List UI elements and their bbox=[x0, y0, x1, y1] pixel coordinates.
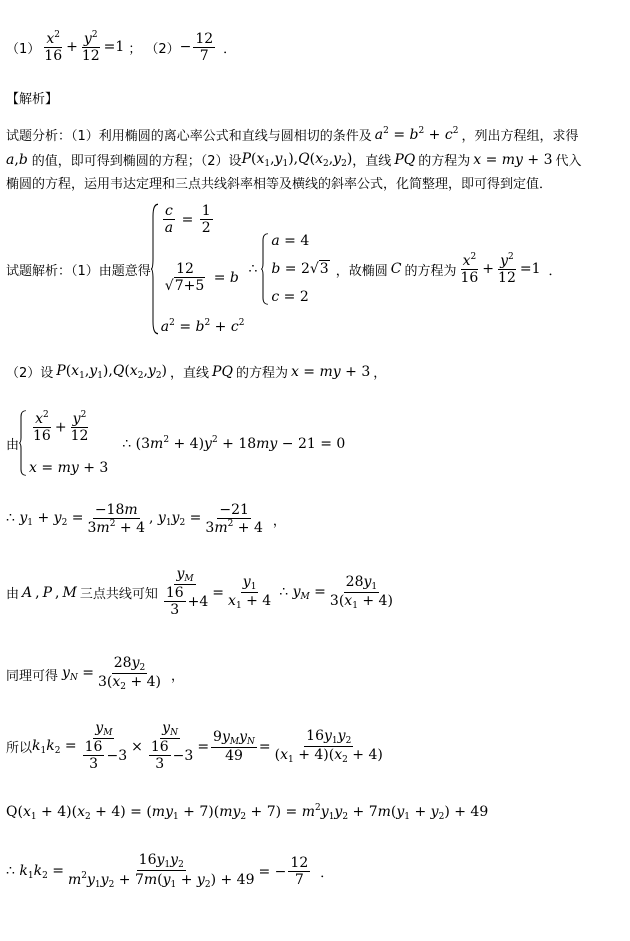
analysis-line-3: 椭圆的方程，运用韦达定理和三点共线斜率相等及横线的斜率公式，化简整理，即可得到定值． bbox=[6, 177, 553, 192]
solution-part1: 试题解析：（1）由题意得 $\frac{c}{a}$ = $\frac{1}{2}$ $\frac{12}{√7+5}$ = b $a^2 = b^2 + c^2$ ∴ a = 4 b = 2√3 c = 2 ，故椭圆 C 的方程为 $\frac{x^2}{16}$ + $\frac{y^2}{12}$ =1 ． bbox=[6, 203, 562, 335]
analysis-line-2: a , b 的值，即可得到椭圆的方程；（2）设 $P(x_1,y_1),Q(x_2,y_2)$ ，直线 PQ 的方程为 x = my + 3 代入 bbox=[6, 150, 582, 169]
y2-over-12: $\frac{y^2}{12}$ bbox=[81, 30, 100, 65]
substitution-system: 由 $\frac{x^2}{16}$ + $\frac{y^2}{12}$ x = my + 3 ∴ $(3m^2 + 4)y^2 + 18my - 21 = 0$ bbox=[6, 410, 346, 476]
answer-value: $\frac{12}{7}$ bbox=[195, 30, 214, 64]
solution-part2-intro: （2）设 $P(x_1,y_1),Q(x_2,y_2)$ ，直线 PQ 的方程为 x = my + 3 ， bbox=[6, 362, 387, 381]
vieta-line: ∴ $y_1 + y_2$ = $\frac{-18m}{3m^2 + 4}$ , $y_1y_2$ = $\frac{-21}{3m^2 + 4}$ ， bbox=[6, 502, 286, 537]
k1k2-line: 所以 $k_1k_2$ = $y_M$ $\frac{16}{3}$ −3 × $y_N$ $\frac{16}{3}$ −3 = $\frac{9y_My_N}{49}$ = $\frac{16y_1y_2}{(x_1 + 4)(x_2 + 4)}$ bbox=[6, 720, 383, 773]
x2-over-16: $\frac{x^2}{16}$ bbox=[44, 30, 63, 65]
similarly-line: 同理可得 $y_N$ = $\frac{28y_2}{3(x_2 + 4)}$ ， bbox=[6, 655, 185, 693]
collinear-line: 由 A , P , M 三点共线可知 $y_M$ $\frac{16}{3}$ +4 = $\frac{y_1}{x_1 + 4}$ ∴ $y_M$ = $\frac{28y_1}{3(x_1 + 4)}$ bbox=[6, 566, 393, 619]
final-line: ∴ $k_1k_2$ = $\frac{16y_1y_2}{m^2y_1y_2 + 7m(y_1 + y_2) + 49}$ = − $\frac{12}{7}$ ． bbox=[6, 852, 334, 891]
expansion-line: $Q(x_1 + 4)(x_2 + 4) = (my_1 + 7)(my_2 + 7) = m^2y_1y_2 + 7m(y_1 + y_2) + 49$ bbox=[6, 803, 489, 822]
analysis-header: 【解析】 bbox=[6, 92, 59, 107]
brace-icon bbox=[151, 203, 159, 335]
brace-icon bbox=[19, 410, 27, 476]
answer-line: （1） $\frac{x^2}{16}$ + $\frac{y^2}{12}$ =1 ； （2） − $\frac{12}{7}$ ． bbox=[6, 30, 237, 65]
analysis-line-1: 试题分析：（1）利用椭圆的离心率公式和直线与圆相切的条件及 $a^2 = b^2 + c^2$ ，列出方程组，求得 bbox=[6, 126, 579, 144]
brace-icon bbox=[261, 233, 269, 305]
